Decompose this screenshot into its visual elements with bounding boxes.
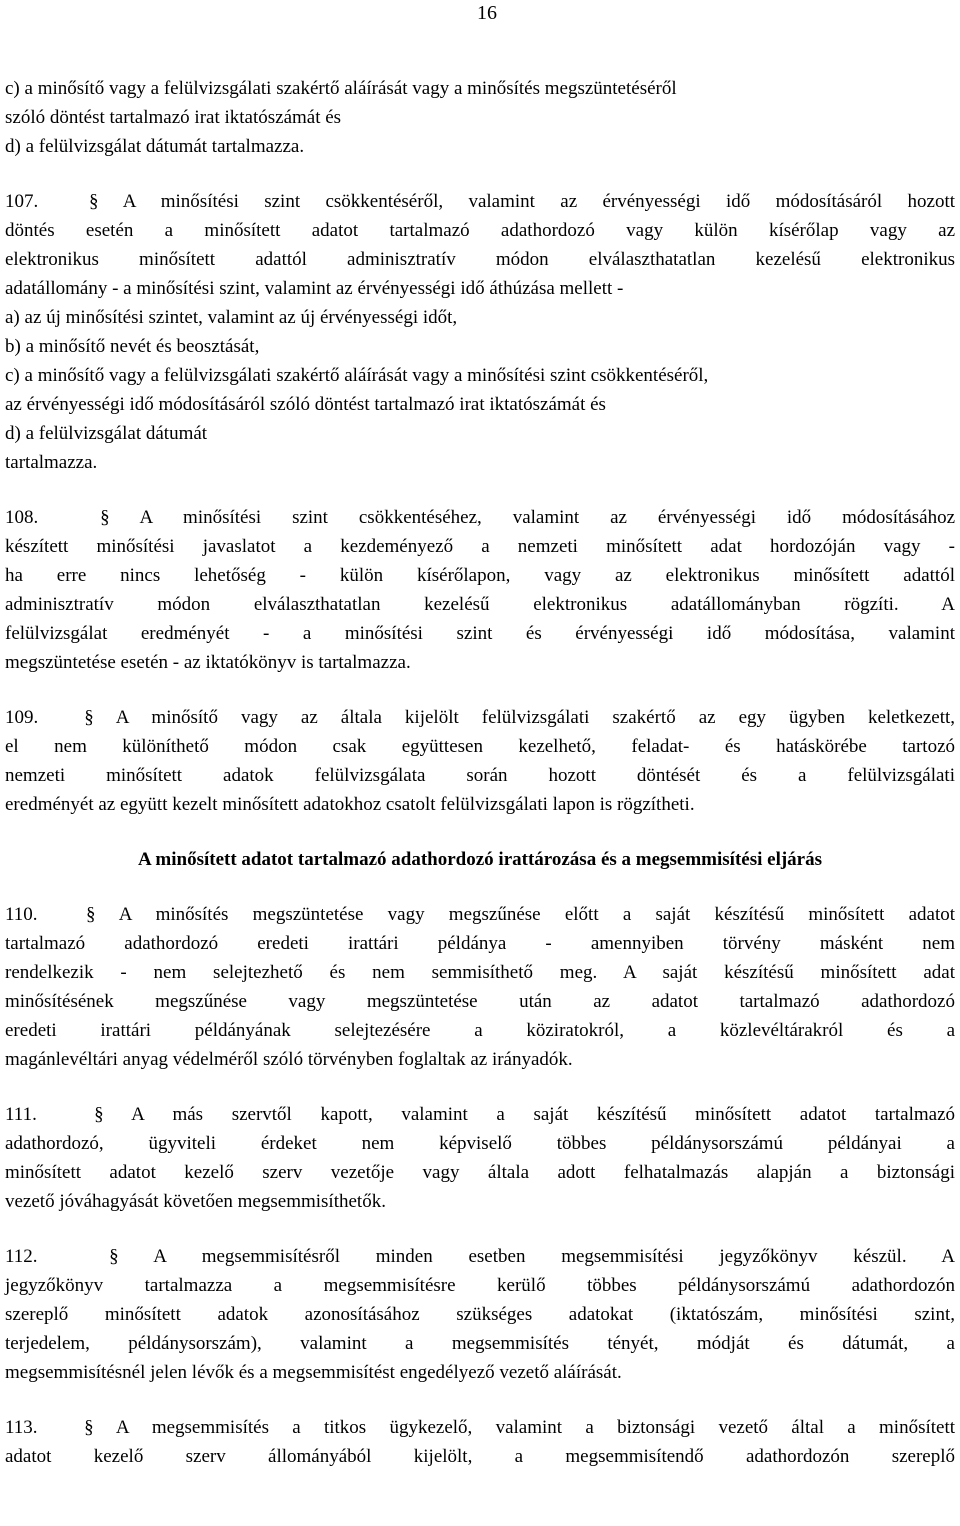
text-line: eredeti irattári példányának selejtezésére a köziratokról, a közlevéltárakról és a (5, 1020, 955, 1041)
paragraph-107 (5, 187, 955, 477)
paragraph-113 (5, 1413, 955, 1471)
text-line: adatot kezelő szerv állományából kijelölt, a megsemmisítendő adathordozón szereplő (5, 1446, 955, 1467)
paragraph-number: 108. (5, 507, 39, 528)
paragraph-number: 109. (5, 707, 39, 728)
text-line: nemzeti minősített adatok felülvizsgálata során hozott döntését és a felülvizsgálati (5, 765, 955, 786)
text-line: A minősítő vagy az általa kijelölt felülvizsgálati szakértő az egy ügyben keletkezett, (115, 707, 956, 728)
text-line: d) a felülvizsgálat dátumát tartalmazza. (5, 136, 305, 157)
text-line: adminisztratív módon elválaszthatatlan kezelésű elektronikus adatállományban rögzíti. A (5, 594, 955, 615)
text-line: rendelkezik - nem selejtezhető és nem semmisíthető meg. A saját készítésű minősített adat (5, 962, 955, 983)
text-line: tartalmazza. (5, 452, 98, 473)
section-sign: § (86, 904, 96, 925)
section-sign: § (100, 507, 110, 528)
paragraph-number: 111. (5, 1104, 37, 1125)
paragraph-108 (5, 503, 955, 677)
text-line: A minősítés megszüntetése vagy megszűnése előtt a saját készítésű minősített adatot (118, 904, 956, 925)
section-sign: § (84, 1417, 94, 1438)
paragraph-number: 107. (5, 191, 39, 212)
text-line: adathordozó, ügyviteli érdeket nem képviselő többes példánysorszámú példányai a (5, 1133, 955, 1154)
page-number: 16 (477, 2, 497, 24)
paragraph-110 (5, 900, 955, 1074)
text-line: jegyzőkönyv tartalmazza a megsemmisítésre kerülő többes példánysorszámú adathordozón (5, 1275, 955, 1296)
paragraph-112 (5, 1242, 955, 1387)
text-line: A minősítési szint csökkentéséhez, valamint az érvényességi idő módosításához (139, 507, 956, 528)
text-line: A megsemmisítésről minden esetben megsemmisítési jegyzőkönyv készül. A (153, 1246, 956, 1267)
text-line: szereplő minősített adatok azonosításához szükséges adatokat (iktatószám, minősítési szint, (5, 1304, 955, 1325)
paragraph-first-line (5, 187, 955, 216)
text-line: az érvényességi idő módosításáról szóló döntést tartalmazó irat iktatószámát és (5, 394, 606, 415)
section-heading: A minősített adatot tartalmazó adathordozó irattározása és a megsemmisítési eljárás (137, 849, 823, 870)
paragraph-number: 112. (5, 1246, 38, 1267)
text-line: b) a minősítő nevét és beosztását, (5, 336, 260, 357)
section-sign: § (84, 707, 94, 728)
paragraph-first-line (5, 1242, 955, 1271)
text-line: döntés esetén a minősített adatot tartalmazó adathordozó vagy külön kísérőlap vagy az (5, 220, 955, 241)
paragraph-first-line (5, 1413, 955, 1442)
text-line: vezető jóváhagyását követően megsemmisíthetők. (5, 1191, 386, 1212)
text-line: d) a felülvizsgálat dátumát (5, 423, 208, 444)
text-line: felülvizsgálat eredményét - a minősítési szint és érvényességi idő módosítása, valamint (5, 623, 955, 644)
section-sign: § (109, 1246, 119, 1267)
text-line: megszüntetése esetén - az iktatókönyv is tartalmazza. (5, 652, 411, 673)
paragraph-first-line (5, 703, 955, 732)
text-line: terjedelem, példánysorszám), valamint a megsemmisítés tényét, módját és dátumát, a (5, 1333, 955, 1354)
paragraph-continuation (5, 74, 955, 161)
paragraph-first-line (5, 1100, 955, 1129)
text-line: készített minősítési javaslatot a kezdeményező a nemzeti minősített adat hordozóján vagy - (5, 536, 955, 557)
text-line: A minősítési szint csökkentéséről, valamint az érvényességi idő módosításáról hozott (122, 191, 955, 212)
text-line: a) az új minősítési szintet, valamint az új érvényességi időt, (5, 307, 458, 328)
document-body (5, 74, 955, 1471)
text-line: A megsemmisítés a titkos ügykezelő, valamint a biztonsági vezető által a minősített (115, 1417, 956, 1438)
text-line: A más szervtől kapott, valamint a saját készítésű minősített adatot tartalmazó (131, 1104, 956, 1125)
text-line: elektronikus minősített adattól adminisztratív módon elválaszthatatlan kezelésű elektronikus (5, 249, 955, 270)
text-line: c) a minősítő vagy a felülvizsgálati szakértő aláírását vagy a minősítési szint csökkentéséről, (5, 365, 709, 386)
text-line: minősítésének megszűnése vagy megszüntetése után az adatot tartalmazó adathordozó (5, 991, 955, 1012)
text-line: c) a minősítő vagy a felülvizsgálati szakértő aláírását vagy a minősítés megszüntetéséről (5, 78, 677, 99)
paragraph-111 (5, 1100, 955, 1216)
section-sign: § (94, 1104, 104, 1125)
text-line: szóló döntést tartalmazó irat iktatószámát és (5, 107, 342, 128)
text-line: adatállomány - a minősítési szint, valamint az érvényességi idő áthúzása mellett - (5, 278, 624, 299)
text-line: magánlevéltári anyag védelméről szóló törvényben foglaltak az irányadók. (5, 1049, 573, 1070)
paragraph-109 (5, 703, 955, 819)
paragraph-number: 113. (5, 1417, 38, 1438)
text-line: el nem különíthető módon csak együttesen kezelhető, feladat- és hatáskörébe tartozó (5, 736, 955, 757)
text-line: tartalmazó adathordozó eredeti irattári példánya - amennyiben törvény másként nem (5, 933, 955, 954)
paragraph-first-line (5, 900, 955, 929)
paragraph-number: 110. (5, 904, 38, 925)
paragraph-first-line (5, 503, 955, 532)
text-line: minősített adatot kezelő szerv vezetője vagy általa adott felhatalmazás alapján a biztonsági (5, 1162, 955, 1183)
text-line: eredményét az együtt kezelt minősített adatokhoz csatolt felülvizsgálati lapon is rögzítheti. (5, 794, 695, 815)
text-line: megsemmisítésnél jelen lévők és a megsemmisítést engedélyező vezető aláírását. (5, 1362, 622, 1383)
section-sign: § (88, 191, 99, 212)
text-line: ha erre nincs lehetőség - külön kísérőlapon, vagy az elektronikus minősített adattól (5, 565, 955, 586)
